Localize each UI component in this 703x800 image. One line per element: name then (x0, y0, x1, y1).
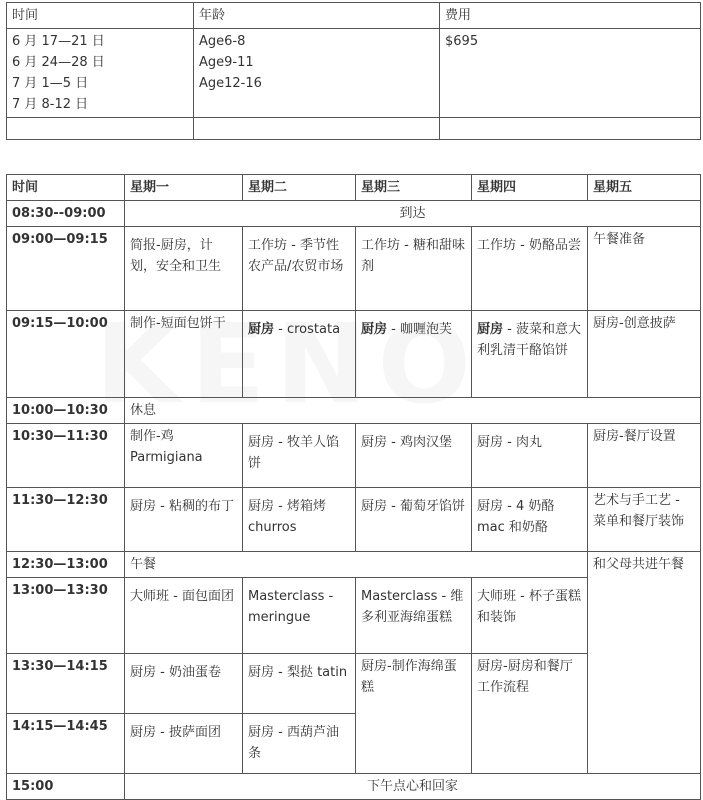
age-item: Age9-11 (199, 55, 254, 70)
schedule-cell: 厨房 - 烤箱烤 churros (243, 488, 356, 552)
time-slot: 13:30—14:15 (7, 654, 125, 714)
empty-cell (194, 118, 440, 140)
header-time: 时间 (7, 175, 125, 201)
schedule-cell: 大师班 - 杯子蛋糕和装饰 (472, 578, 588, 654)
schedule-cell: 厨房 - 葡萄牙馅饼 (356, 488, 472, 552)
header-monday: 星期一 (125, 175, 243, 201)
schedule-cell: 厨房-制作海绵蛋糕 (356, 654, 472, 774)
fee-table (6, 2, 701, 140)
schedule-cell: 制作-鸡 Parmigiana (125, 424, 243, 488)
schedule-cell: 厨房-厨房和餐厅工作流程 (472, 654, 588, 774)
age-item: Age12-16 (199, 76, 262, 91)
schedule-cell: 简报-厨房，计划，安全和卫生 (125, 227, 243, 311)
cell-bold: 厨房 (248, 322, 275, 337)
cell-text: - 菠菜和意大利乳清干酪馅饼 (477, 322, 581, 358)
schedule-cell (356, 311, 472, 398)
header-fee: 费用 (440, 3, 701, 29)
schedule-cell: 制作-短面包饼干 (125, 311, 243, 398)
date-item: 7 月 1—5 日 (12, 76, 89, 91)
time-slot: 13:00—13:30 (7, 578, 125, 654)
time-slot: 10:30—11:30 (7, 424, 125, 488)
schedule-cell: 厨房 - 西葫芦油条 (243, 714, 356, 774)
schedule-cell: 和父母共进午餐 (588, 552, 701, 774)
schedule-cell: 厨房-创意披萨 (588, 311, 701, 398)
schedule-cell: Masterclass - 维多利亚海绵蛋糕 (356, 578, 472, 654)
time-slot: 09:00—09:15 (7, 227, 125, 311)
dates-cell (7, 29, 194, 118)
schedule-cell: 午餐准备 (588, 227, 701, 311)
empty-cell (7, 118, 194, 140)
empty-cell (440, 118, 701, 140)
schedule-table (6, 174, 701, 800)
schedule-cell: 厨房 - 粘稠的布丁 (125, 488, 243, 552)
schedule-cell: 厨房 - 牧羊人馅饼 (243, 424, 356, 488)
break-cell: 休息 (125, 398, 701, 424)
time-slot: 11:30—12:30 (7, 488, 125, 552)
schedule-cell: 厨房 - 4 奶酪 mac 和奶酪 (472, 488, 588, 552)
header-thursday: 星期四 (472, 175, 588, 201)
lunch-cell: 午餐 (125, 552, 588, 578)
schedule-cell: 厨房 - 鸡肉汉堡 (356, 424, 472, 488)
schedule-cell (243, 311, 356, 398)
date-item: 6 月 17—21 日 (12, 34, 105, 49)
date-item: 7 月 8-12 日 (12, 97, 89, 112)
time-slot: 09:15—10:00 (7, 311, 125, 398)
header-time: 时间 (7, 3, 194, 29)
time-break: 10:00—10:30 (7, 398, 125, 424)
time-arrive: 08:30--09:00 (7, 201, 125, 227)
time-lunch: 12:30—13:00 (7, 552, 125, 578)
cell-text: - crostata (274, 322, 341, 337)
header-wednesday: 星期三 (356, 175, 472, 201)
schedule-cell (472, 311, 588, 398)
header-friday: 星期五 (588, 175, 701, 201)
age-item: Age6-8 (199, 34, 246, 49)
schedule-cell: 厨房 - 奶油蛋卷 (125, 654, 243, 714)
time-slot: 14:15—14:45 (7, 714, 125, 774)
schedule-cell: 工作坊 - 季节性农产品/农贸市场 (243, 227, 356, 311)
time-end: 15:00 (7, 774, 125, 800)
cell-text: - 咖喱泡芙 (387, 322, 452, 337)
header-tuesday: 星期二 (243, 175, 356, 201)
schedule-cell: 大师班 - 面包面团 (125, 578, 243, 654)
cell-bold: 厨房 (477, 322, 504, 337)
date-item: 6 月 24—28 日 (12, 55, 105, 70)
schedule-cell: Masterclass - meringue (243, 578, 356, 654)
header-age: 年龄 (194, 3, 440, 29)
schedule-cell: 工作坊 - 糖和甜味剂 (356, 227, 472, 311)
schedule-cell: 工作坊 - 奶酪品尝 (472, 227, 588, 311)
schedule-cell: 厨房 - 披萨面团 (125, 714, 243, 774)
price-cell: $695 (440, 29, 701, 118)
end-cell: 下午点心和回家 (125, 774, 701, 800)
schedule-cell: 艺术与手工艺 - 菜单和餐厅装饰 (588, 488, 701, 552)
schedule-cell: 厨房 - 肉丸 (472, 424, 588, 488)
ages-cell (194, 29, 440, 118)
schedule-cell: 厨房-餐厅设置 (588, 424, 701, 488)
schedule-cell: 厨房 - 梨挞 tatin (243, 654, 356, 714)
cell-bold: 厨房 (361, 322, 388, 337)
arrive-cell: 到达 (125, 201, 701, 227)
